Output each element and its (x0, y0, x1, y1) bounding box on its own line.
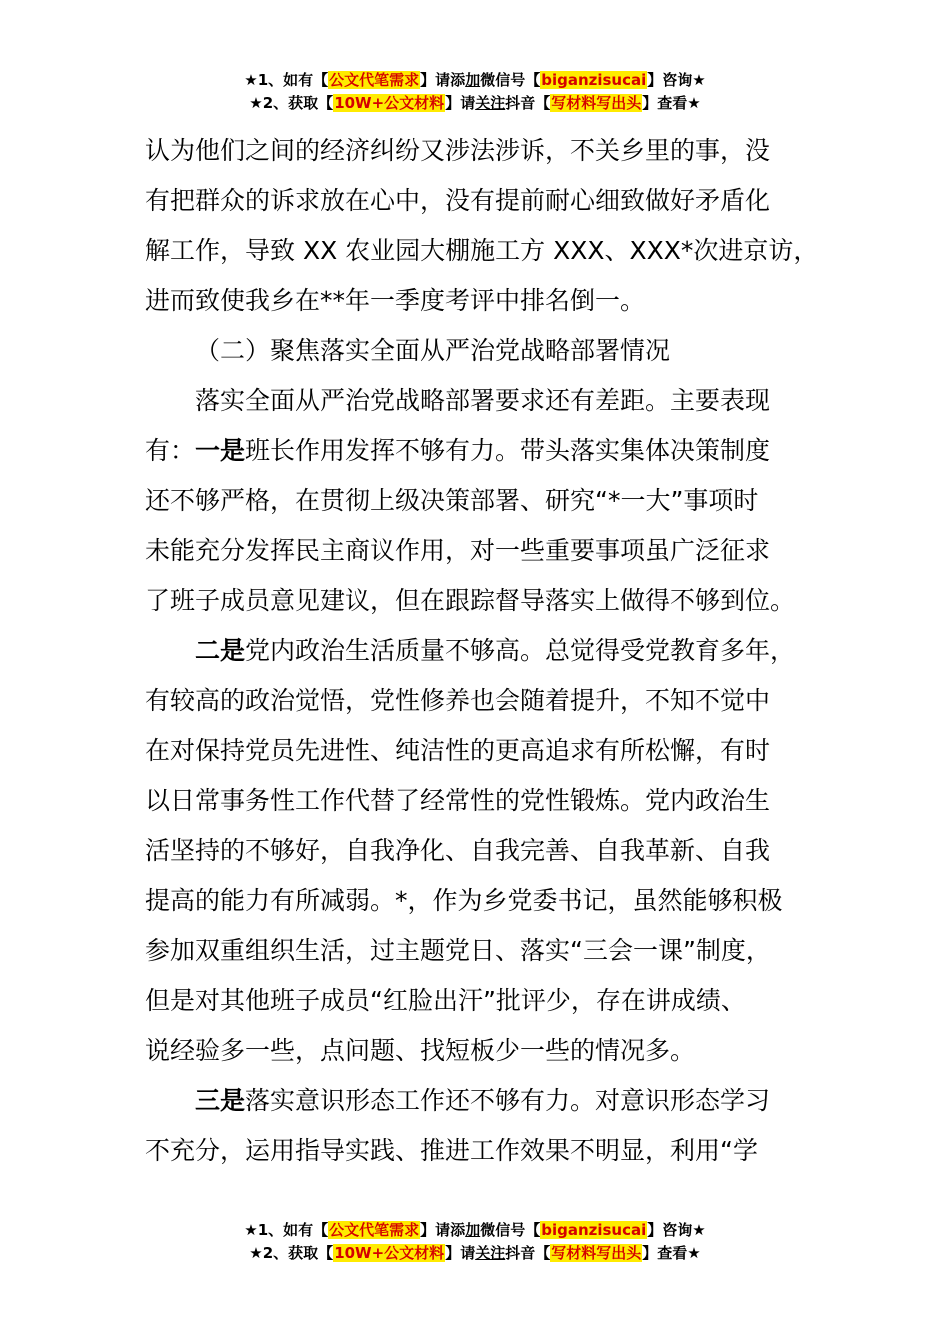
text-span: 党内政治生活质量不够高。总觉得受党教育多年， (245, 636, 796, 665)
banner-text: 】请 (445, 1244, 476, 1262)
text-line (145, 426, 825, 476)
banner-text: ★1、如有【 (244, 1221, 329, 1239)
text-line: 以日常事务性工作代替了经常性的党性锻炼。党内政治生 (145, 786, 771, 815)
text-line: 还不够严格，在贯彻上级决策部署、研究“*一大”事项时 (145, 486, 759, 515)
banner-text: ★1、如有【 (244, 71, 329, 89)
banner-wechat-id: biganzisucai (541, 1221, 647, 1239)
banner-line-2 (0, 1242, 950, 1265)
banner-text: 】请添 (420, 1221, 466, 1239)
banner-text: 】咨询★ (647, 1221, 706, 1239)
banner-line-1 (0, 1219, 950, 1242)
text-line: 活坚持的不够好，自我净化、自我完善、自我革新、自我 (145, 836, 771, 865)
text-span: 有： (145, 436, 196, 465)
banner-text: 抖音【 (505, 1244, 551, 1262)
banner-text: 微信号【 (480, 1221, 541, 1239)
text-line: 说经验多一些，点问题、找短板少一些的情况多。 (145, 1036, 696, 1065)
banner-highlight: 10W+公文材料 (334, 1244, 445, 1262)
text-line: 有把群众的诉求放在心中，没有提前耐心细致做好矛盾化 (145, 186, 771, 215)
text-line: 了班子成员意见建议，但在跟踪督导落实上做得不够到位。 (145, 586, 796, 615)
banner-text: 】查看★ (642, 94, 701, 112)
text-line: 解工作，导致 XX 农业园大棚施工方 XXX、XXX*次进京访， (145, 236, 819, 265)
text-line: 但是对其他班子成员“红脸出汗”批评少，存在讲成绩、 (145, 986, 746, 1015)
banner-text: 】查看★ (642, 1244, 701, 1262)
bold-lead: 三是 (195, 1086, 246, 1115)
banner-highlight: 10W+公文材料 (334, 94, 445, 112)
banner-text: ★2、获取【 (249, 1244, 334, 1262)
banner-text: 】咨询★ (647, 71, 706, 89)
text-span: 班长作用发挥不够有力。带头落实集体决策制度 (245, 436, 771, 465)
banner-underlined-text: 加 (465, 1221, 481, 1239)
header-banner (0, 69, 950, 115)
text-line: 在对保持党员先进性、纯洁性的更高追求有所松懈，有时 (145, 736, 771, 765)
text-line: 不充分，运用指导实践、推进工作效果不明显，利用“学 (145, 1136, 758, 1165)
banner-douyin-name: 写材料写出头 (551, 1244, 642, 1262)
text-line: 有较高的政治觉悟，党性修养也会随着提升，不知不觉中 (145, 686, 771, 715)
banner-douyin-name: 写材料写出头 (551, 94, 642, 112)
text-line: 落实全面从严治党战略部署要求还有差距。主要表现 (195, 386, 771, 415)
document-body (145, 126, 825, 1176)
footer-banner (0, 1219, 950, 1265)
banner-text: 微信号【 (480, 71, 541, 89)
text-line: 提高的能力有所减弱。*，作为乡党委书记，虽然能够积极 (145, 886, 783, 915)
text-line: 未能充分发挥民主商议作用，对一些重要事项虽广泛征求 (145, 536, 771, 565)
banner-underlined-text: 关注 (475, 94, 506, 112)
banner-line-2 (0, 92, 950, 115)
banner-highlight: 公文代笔需求 (329, 1221, 420, 1239)
text-line: 参加双重组织生活，过主题党日、落实“三会一课”制度， (145, 936, 771, 965)
banner-text: 】请添 (420, 71, 466, 89)
banner-underlined-text: 关注 (475, 1244, 506, 1262)
banner-wechat-id: biganzisucai (541, 71, 647, 89)
section-heading: （二）聚焦落实全面从严治党战略部署情况 (195, 336, 671, 365)
text-line (145, 626, 825, 676)
bold-lead: 二是 (195, 636, 246, 665)
banner-text: 抖音【 (505, 94, 551, 112)
text-line: 进而致使我乡在**年一季度考评中排名倒一。 (145, 286, 646, 315)
banner-line-1 (0, 69, 950, 92)
banner-text: ★2、获取【 (249, 94, 334, 112)
bold-lead: 一是 (195, 436, 246, 465)
text-span: 落实意识形态工作还不够有力。对意识形态学习 (245, 1086, 771, 1115)
banner-text: 】请 (445, 94, 476, 112)
banner-underlined-text: 加 (465, 71, 481, 89)
banner-highlight: 公文代笔需求 (329, 71, 420, 89)
text-line: 认为他们之间的经济纠纷又涉法涉诉，不关乡里的事，没 (145, 136, 771, 165)
text-line (145, 1076, 825, 1126)
